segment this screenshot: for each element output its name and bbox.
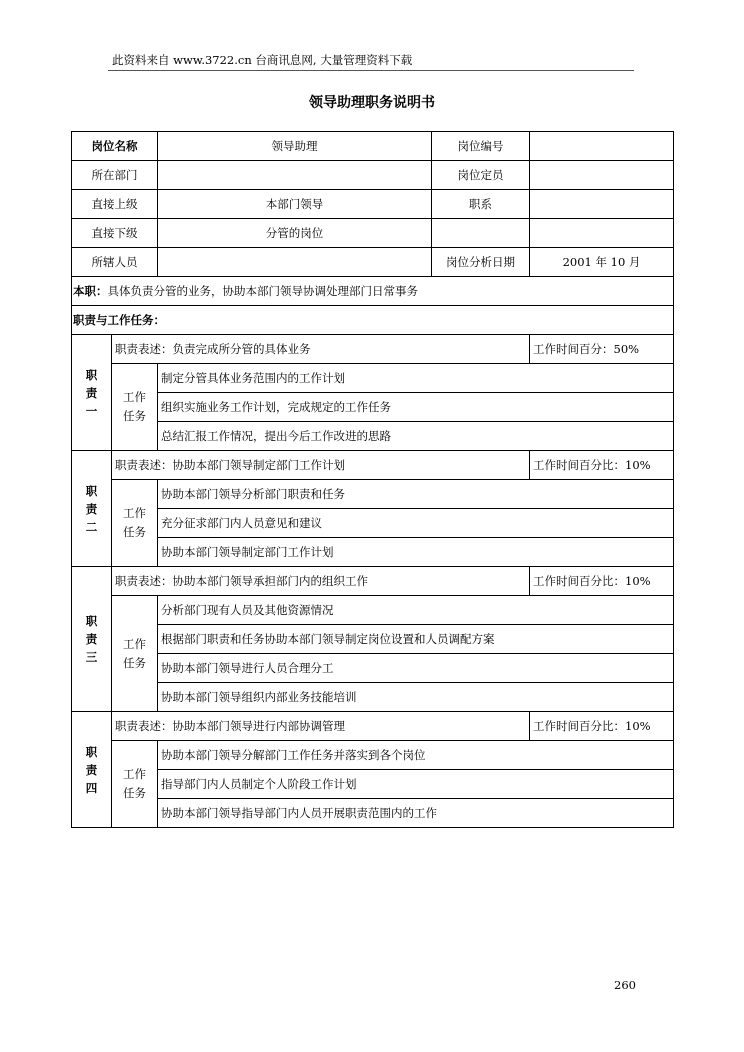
position-code-label: 岗位编号 [432, 132, 530, 161]
page-number: 260 [614, 978, 636, 992]
task-item: 制定分管具体业务范围内的工作计划 [158, 364, 674, 393]
duty-time: 工作时间百分比：10% [530, 712, 674, 741]
duty-time: 工作时间百分比：10% [530, 451, 674, 480]
superior-value: 本部门领导 [158, 190, 432, 219]
position-name-label: 岗位名称 [72, 132, 158, 161]
task-item: 协助本部门领导组织内部业务技能培训 [158, 683, 674, 712]
duty-label [72, 451, 112, 567]
subordinate-label: 直接下级 [72, 219, 158, 248]
subordinate-value: 分管的岗位 [158, 219, 432, 248]
position-code-value [530, 132, 674, 161]
duty-time: 工作时间百分：50% [530, 335, 674, 364]
task-label [112, 596, 158, 712]
task-item: 指导部门内人员制定个人阶段工作计划 [158, 770, 674, 799]
task-label [112, 364, 158, 451]
duty-statement: 职责表述：协助本部门领导承担部门内的组织工作 [112, 567, 530, 596]
core-duty-row [72, 277, 674, 306]
duty-1-label: 职责一 [85, 367, 98, 418]
task-item: 协助本部门领导制定部门工作计划 [158, 538, 674, 567]
task-label-text: 工作任务 [123, 390, 146, 423]
task-label-text: 工作任务 [123, 506, 146, 539]
core-duty-text: 具体负责分管的业务，协助本部门领导协调处理部门日常事务 [107, 284, 418, 298]
task-item: 分析部门现有人员及其他资源情况 [158, 596, 674, 625]
task-item: 协助本部门领导进行人员合理分工 [158, 654, 674, 683]
document-title: 领导助理职务说明书 [309, 95, 435, 111]
staff-label: 所辖人员 [72, 248, 158, 277]
header-divider [108, 70, 634, 71]
empty-cell [530, 219, 674, 248]
relation-label: 职系 [432, 190, 530, 219]
task-item: 协助本部门领导指导部门内人员开展职责范围内的工作 [158, 799, 674, 828]
headcount-label: 岗位定员 [432, 161, 530, 190]
duty-time: 工作时间百分比：10% [530, 567, 674, 596]
task-label [112, 480, 158, 567]
analysis-date-label: 岗位分析日期 [432, 248, 530, 277]
task-item: 充分征求部门内人员意见和建议 [158, 509, 674, 538]
source-header: 此资料来自 www.3722.cn 台商讯息网, 大量管理资料下载 [112, 53, 413, 67]
empty-cell [432, 219, 530, 248]
task-item: 组织实施业务工作计划，完成规定的工作任务 [158, 393, 674, 422]
job-description-table [71, 131, 674, 828]
task-item: 协助本部门领导分解部门工作任务并落实到各个岗位 [158, 741, 674, 770]
duty-statement: 职责表述：协助本部门领导制定部门工作计划 [112, 451, 530, 480]
duty-label [72, 335, 112, 451]
staff-value [158, 248, 432, 277]
headcount-value [530, 161, 674, 190]
duty-2-label: 职责二 [85, 483, 98, 534]
core-duty-label: 本职： [73, 284, 108, 298]
duty-4-label: 职责四 [85, 744, 98, 795]
department-value [158, 161, 432, 190]
duty-label [72, 712, 112, 828]
task-item: 协助本部门领导分析部门职责和任务 [158, 480, 674, 509]
relation-value [530, 190, 674, 219]
task-label-text: 工作任务 [123, 636, 146, 670]
department-label: 所在部门 [72, 161, 158, 190]
duty-3-label: 职责三 [85, 614, 98, 664]
task-label-text: 工作任务 [123, 767, 146, 800]
task-item: 总结汇报工作情况，提出今后工作改进的思路 [158, 422, 674, 451]
task-label [112, 741, 158, 828]
duties-section-title: 职责与工作任务： [72, 306, 674, 335]
superior-label: 直接上级 [72, 190, 158, 219]
duty-label [72, 567, 112, 712]
analysis-date-value: 2001 年 10 月 [530, 248, 674, 277]
task-item: 根据部门职责和任务协助本部门领导制定岗位设置和人员调配方案 [158, 625, 674, 654]
duty-statement: 职责表述：协助本部门领导进行内部协调管理 [112, 712, 530, 741]
position-name-value: 领导助理 [158, 132, 432, 161]
duty-statement: 职责表述：负责完成所分管的具体业务 [112, 335, 530, 364]
